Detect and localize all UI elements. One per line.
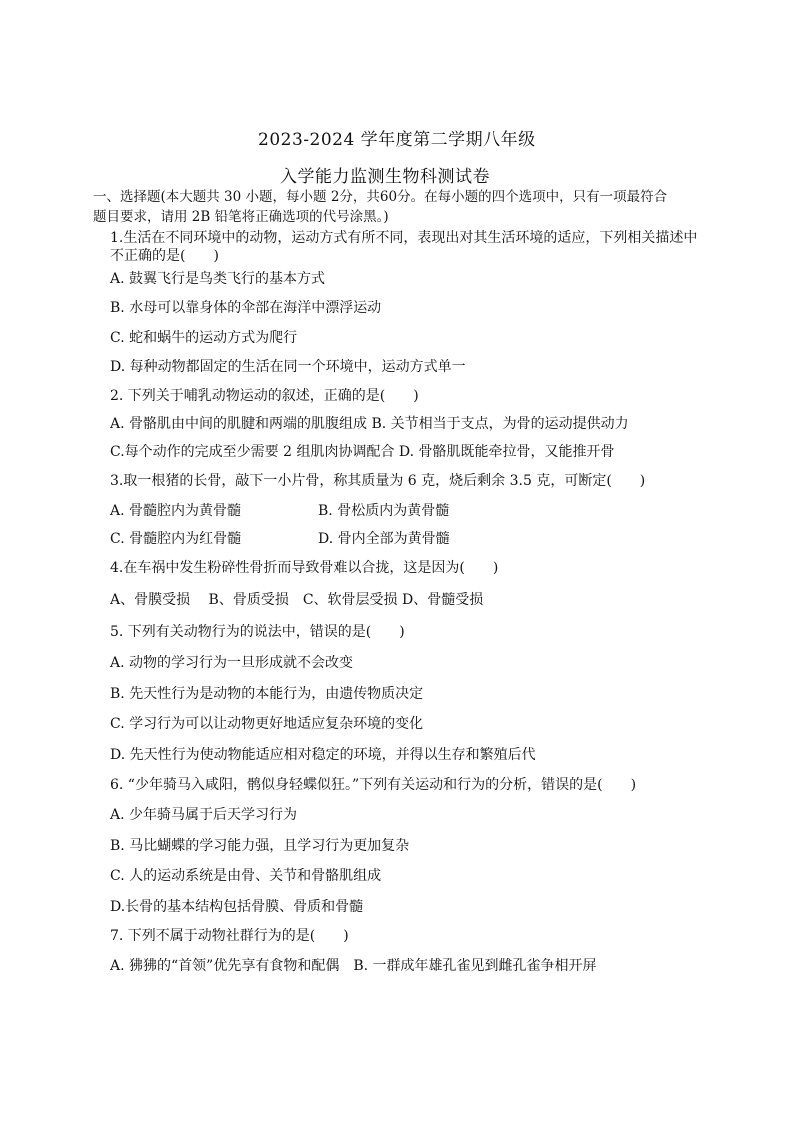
exam-title-line2: 入学能力监测生物科测试卷 [280, 167, 490, 187]
q3-option-a: A. 骨髓腔内为黄骨髓 [110, 503, 242, 519]
q4-stem: 4.在车祸中发生粉碎性骨折而导致骨难以合拢，这是因为( ) [110, 560, 499, 576]
section-heading-line2: 题目要求，请用 2B 铅笔将正确选项的代号涂黑。) [93, 209, 389, 225]
q2-stem: 2. 下列关于哺乳动物运动的叙述，正确的是( ) [110, 388, 419, 404]
q6-option-a: A. 少年骑马属于后天学习行为 [110, 807, 298, 823]
q1-option-c: C. 蛇和蜗牛的运动方式为爬行 [110, 330, 298, 346]
q1-stem-line1: 1.生活在不同环境中的动物，运动方式有所不同，表现出对其生活环境的适应，下列相关描述中 [110, 230, 698, 246]
q3-option-d: D. 骨内全部为黄骨髓 [318, 531, 450, 547]
q7-stem: 7. 下列不属于动物社群行为的是( ) [110, 928, 349, 944]
q1-option-b: B. 水母可以靠身体的伞部在海洋中漂浮运动 [110, 300, 382, 316]
q1-option-a: A. 鼓翼飞行是鸟类飞行的基本方式 [110, 271, 326, 287]
q6-option-c: C. 人的运动系统是由骨、关节和骨骼肌组成 [110, 868, 382, 884]
q5-stem: 5. 下列有关动物行为的说法中，错误的是( ) [110, 624, 405, 640]
q2-options-cd: C.每个动作的完成至少需要 2 组肌肉协调配合 D. 骨骼肌既能牵拉骨，又能推开骨 [110, 444, 615, 460]
q3-stem: 3.取一根猪的长骨，敲下一小片骨，称其质量为 6 克，烧后剩余 3.5 克，可断定( ) [110, 473, 646, 489]
q3-option-b: B. 骨松质内为黄骨髓 [318, 503, 450, 519]
q2-options-ab: A. 骨骼肌由中间的肌腱和两端的肌腹组成 B. 关节相当于支点，为骨的运动提供动力 [110, 416, 629, 432]
q5-option-c: C. 学习行为可以让动物更好地适应复杂环境的变化 [110, 716, 424, 732]
section-heading-line1: 一、选择题(本大题共 30 小题，每小题 2分，共60分。在每小题的四个选项中，只有一项最符合 [93, 189, 668, 205]
q4-options: A、骨膜受损 B、骨质受损 C、软骨层受损 D、骨髓受损 [110, 592, 484, 608]
q1-option-d: D. 每种动物都固定的生活在同一个环境中，运动方式单一 [110, 359, 466, 375]
exam-title-line1: 2023-2024 学年度第二学期八年级 [258, 130, 536, 150]
q6-stem: 6. “少年骑马入咸阳，鹘似身轻蝶似狂。”下列有关运动和行为的分析，错误的是( ) [110, 777, 637, 793]
q1-stem-line2: 不正确的是( ) [110, 248, 219, 264]
q6-option-b: B. 马比蝴蝶的学习能力强，且学习行为更加复杂 [110, 838, 410, 854]
q3-option-c: C. 骨髓腔内为红骨髓 [110, 531, 242, 547]
q5-option-d: D. 先天性行为使动物能适应相对稳定的环境，并得以生存和繁殖后代 [110, 747, 536, 763]
q5-option-b: B. 先天性行为是动物的本能行为，由遗传物质决定 [110, 686, 424, 702]
q7-options-ab: A. 狒狒的“首领”优先享有食物和配偶 B. 一群成年雄孔雀见到雌孔雀争相开屏 [110, 958, 597, 974]
q5-option-a: A. 动物的学习行为一旦形成就不会改变 [110, 655, 354, 671]
q6-option-d: D.长骨的基本结构包括骨膜、骨质和骨髓 [110, 899, 364, 915]
